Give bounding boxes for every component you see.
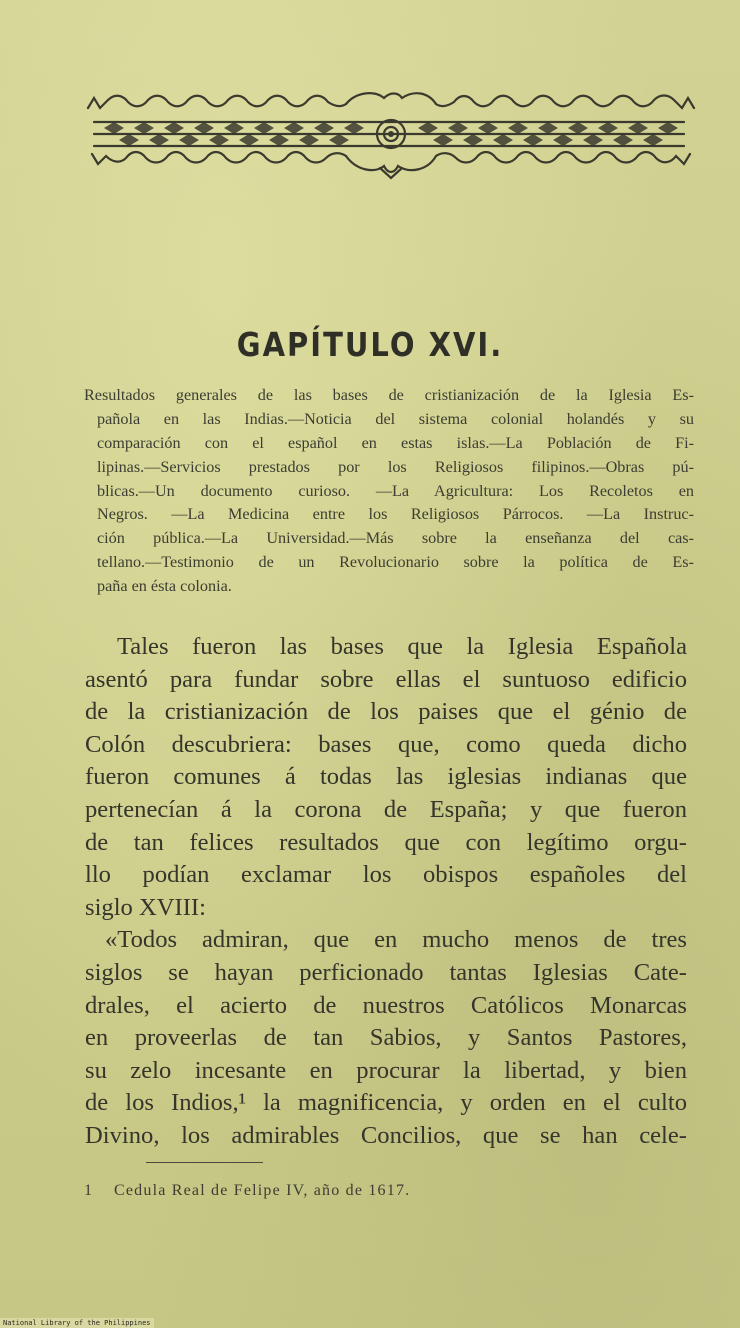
footnote-divider: [146, 1162, 263, 1163]
body-line: drales, el acierto de nuestros Católicos Monarcas: [85, 991, 687, 1019]
summary-line: ción pública.—La Universidad.—Más sobre la enseñanza del cas-: [97, 529, 694, 548]
summary-line: Negros. —La Medicina entre los Religiosos Párrocos. —La Instruc-: [97, 505, 694, 524]
body-paragraphs: [85, 631, 687, 1153]
chapter-title: GAPÍTULO XVI.: [236, 325, 504, 365]
body-line: Tales fueron las bases que la Iglesia Española: [117, 633, 687, 660]
body-line: de tan felices resultados que con legítimo orgu-: [85, 828, 687, 856]
body-line: «Todos admiran, que en mucho menos de tres: [105, 926, 687, 954]
footnote-text: Cedula Real de Felipe IV, año de 1617.: [114, 1182, 411, 1199]
summary-line: comparación con el español en estas islas.—La Población de Fi-: [97, 433, 694, 452]
body-line: siglos se hayan perficionado tantas Iglesias Cate-: [85, 958, 687, 986]
summary-line: paña en ésta colonia.: [97, 577, 232, 596]
body-line: pertenecían á la corona de España; y que fueron: [85, 795, 687, 823]
decorative-header-ornament: [84, 88, 698, 180]
chapter-summary: [84, 384, 694, 599]
footnote-number: 1: [84, 1182, 94, 1199]
body-line: de los Indios,¹ la magnificencia, y orden en el culto: [85, 1089, 687, 1117]
summary-line: tellano.—Testimonio de un Revolucionario sobre la política de Es-: [97, 553, 694, 572]
library-credit: National Library of the Philippines: [0, 1318, 154, 1328]
body-line: de la cristianización de los paises que el génio de: [85, 698, 687, 726]
body-line: llo podían exclamar los obispos españoles del: [85, 861, 687, 889]
body-line: su zelo incesante en procurar la libertad, y bien: [85, 1056, 687, 1084]
body-line: fueron comunes á todas las iglesias indianas que: [85, 763, 687, 791]
body-line: Divino, los admirables Concilios, que se han cele-: [85, 1121, 687, 1149]
summary-line: Resultados generales de las bases de cristianización de la Iglesia Es-: [84, 386, 694, 404]
body-line: en proveerlas de tan Sabios, y Santos Pastores,: [85, 1024, 687, 1052]
summary-line: pañola en las Indias.—Noticia del sistema colonial holandés y su: [97, 409, 694, 428]
summary-line: blicas.—Un documento curioso. —La Agricultura: Los Recoletos en: [97, 481, 694, 500]
body-line: siglo XVIII:: [85, 893, 206, 921]
footnote: [84, 1182, 684, 1200]
body-line: asentó para fundar sobre ellas el suntuoso edificio: [85, 665, 687, 693]
body-line: Colón descubriera: bases que, como queda dicho: [85, 730, 687, 758]
summary-line: lipinas.—Servicios prestados por los Religiosos filipinos.—Obras pú-: [97, 457, 694, 476]
